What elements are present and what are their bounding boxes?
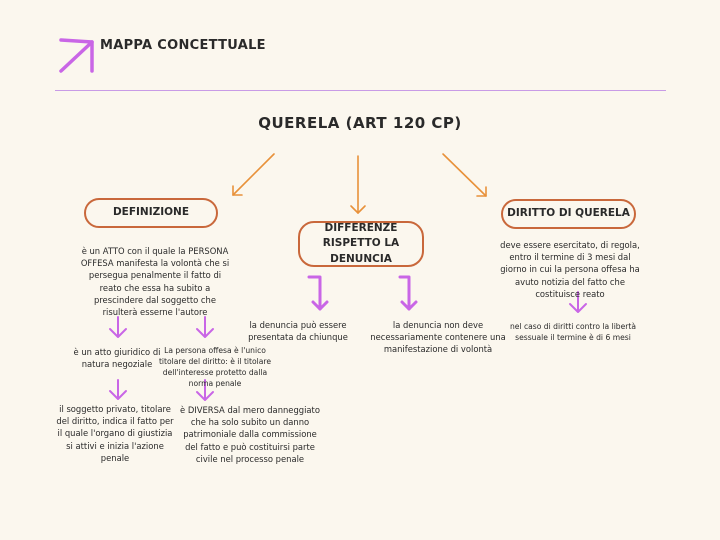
diagonal-arrow-icon (61, 40, 92, 71)
diritto-label: DIRITTO DI QUERELA (507, 207, 630, 220)
differenze-box (298, 221, 424, 267)
chevron-down-icon (197, 317, 213, 337)
definizione-box (84, 198, 218, 228)
definizione-text: è un ATTO con il quale la PERSONA OFFESA manifesta la volontà che si persegua penalmente il fatto di reato che essa ha subito a prescindere dal soggetto che risulterà esserne l'autore (80, 246, 230, 317)
diritto-box (501, 199, 636, 229)
diritto-text: deve essere esercitato, di regola, entro il termine di 3 mesi dal giorno in cui la persona offesa ha avuto notizia del fatto che costituisce reato (500, 240, 640, 299)
definizione-label: DEFINIZIONE (112, 206, 190, 219)
arrow-to-diritto (443, 154, 486, 196)
arrow-to-differenze (351, 156, 365, 213)
differenze-right-text: la denuncia non deve necessariamente contenere una manifestazione di volontà (370, 320, 506, 355)
elbow-arrow-right (400, 277, 416, 309)
definizione-left-1: è un atto giuridico di natura negoziale (73, 347, 161, 370)
definizione-left-2: il soggetto privato, titolare del diritto, indica il fatto per il quale l'organo di giustizia si attivi e inizia l'azione penale (56, 404, 174, 463)
elbow-arrow-left (309, 277, 327, 309)
differenze-left-text: la denuncia può essere presentata da chiunque (248, 320, 348, 343)
page-header-title: MAPPA CONCETTUALE (100, 38, 266, 53)
definizione-right-2: è DIVERSA dal mero danneggiato che ha solo subito un danno patrimoniale dalla commissione del fatto e può costituirsi parte civile nel processo penale (180, 405, 320, 464)
differenze-label: DIFFERENZE RISPETTO LA DENUNCIA (322, 222, 400, 265)
arrow-to-definizione (233, 154, 274, 195)
diritto-sub-text: nel caso di diritti contro la libertà sessuale il termine è di 6 mesi (509, 322, 637, 342)
header-divider (55, 90, 666, 91)
chevron-down-icon (110, 380, 126, 399)
chevron-down-icon (110, 317, 126, 337)
definizione-right-1: La persona offesa è l'unico titolare del diritto: è il titolare dell'interesse protetto dalla norma penale (158, 346, 272, 388)
main-concept-title: QUERELA (ART 120 CP) (258, 114, 462, 132)
